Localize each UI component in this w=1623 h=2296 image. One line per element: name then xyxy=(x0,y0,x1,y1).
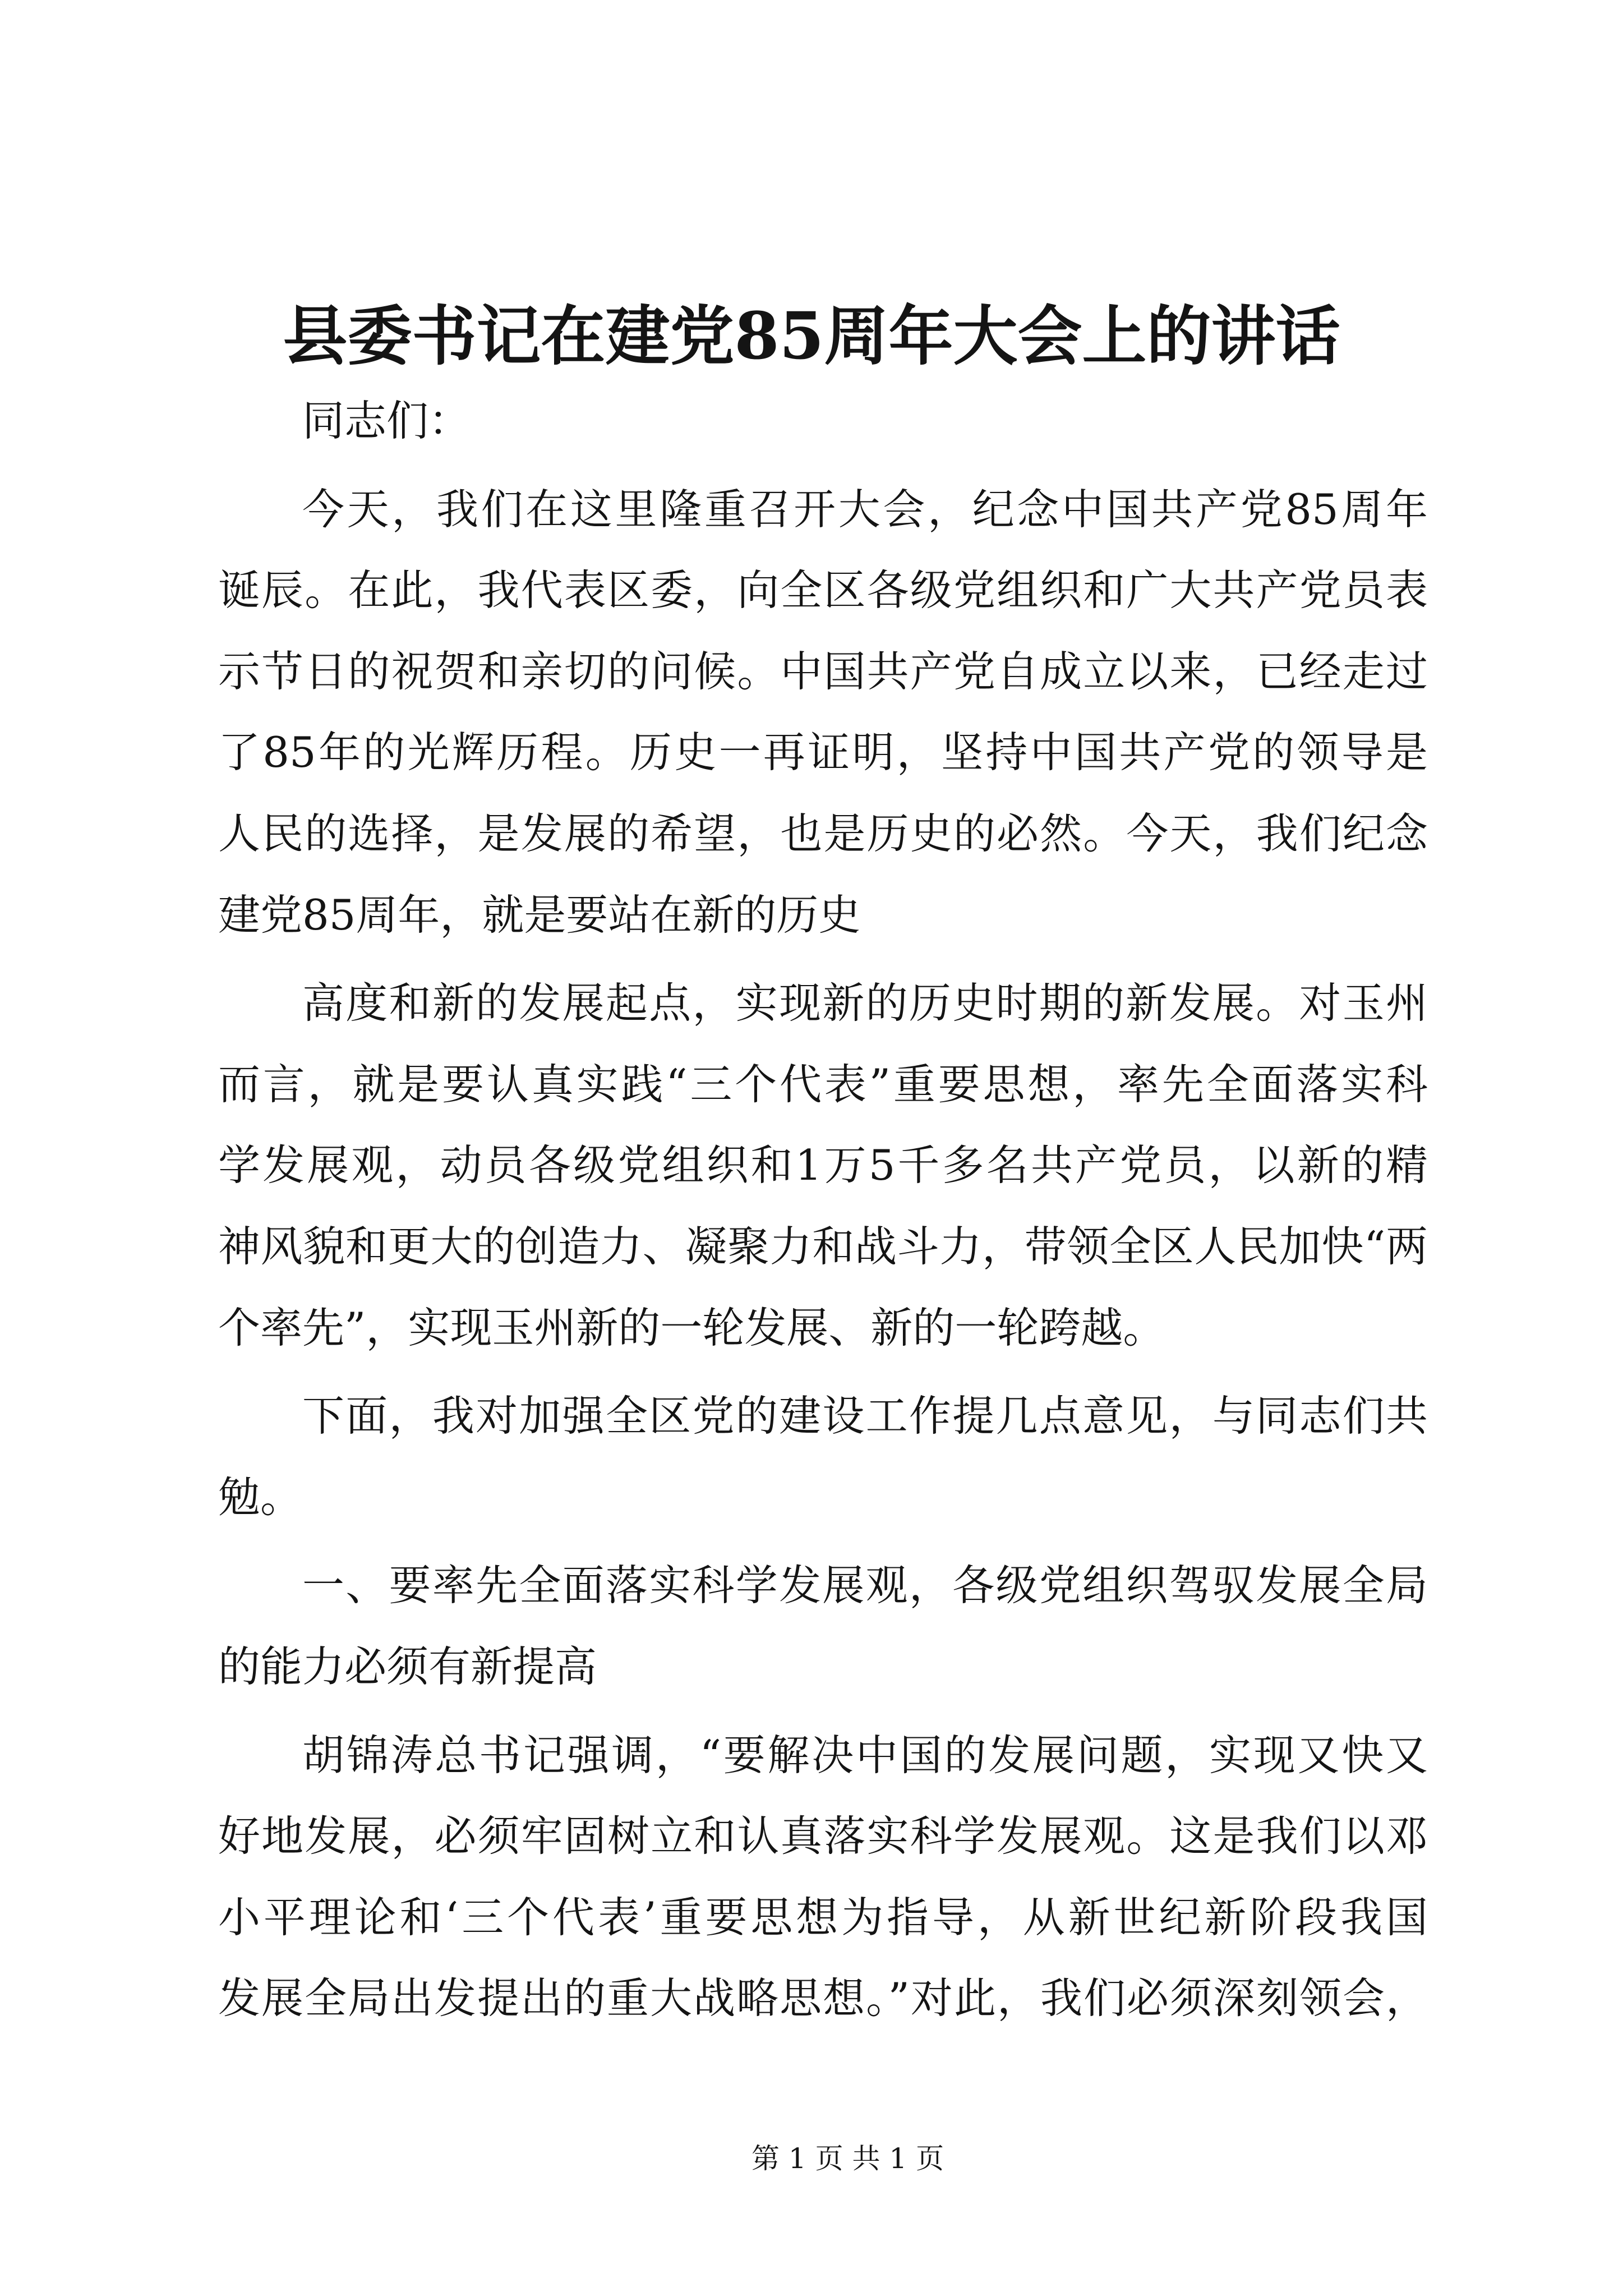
paragraph-line: 今天，我们在这里隆重召开大会，纪念中国共产党85周年 xyxy=(302,484,1428,534)
paragraph-line: 而言，就是要认真实践“三个代表”重要思想，率先全面落实科 xyxy=(218,1059,1428,1109)
paragraph-line: 下面，我对加强全区党的建设工作提几点意见，与同志们共 xyxy=(302,1391,1428,1441)
paragraph-line: 高度和新的发展起点，实现新的历史时期的新发展。对玉州 xyxy=(302,978,1428,1028)
paragraph-line: 示节日的祝贺和亲切的问候。中国共产党自成立以来，已经走过 xyxy=(218,646,1428,696)
paragraph-line: 的能力必须有新提高 xyxy=(218,1641,597,1691)
document-title: 县委书记在建党85周年大会上的讲话 xyxy=(283,298,1340,374)
page-footer: 第 1 页 共 1 页 xyxy=(751,2142,944,2175)
paragraph-line: 建党85周年，就是要站在新的历史 xyxy=(218,890,861,940)
paragraph xyxy=(218,469,1428,956)
paragraph-line: 学发展观，动员各级党组织和1万5千多名共产党员，以新的精 xyxy=(218,1140,1428,1190)
paragraph-line: 勉。 xyxy=(218,1472,303,1522)
paragraph-line: 个率先”，实现玉州新的一轮发展、新的一轮跨越。 xyxy=(218,1303,1165,1352)
paragraph xyxy=(218,1375,1428,1538)
paragraph xyxy=(218,1715,1428,2039)
paragraph-line: 发展全局出发提出的重大战略思想。”对此，我们必须深刻领会， xyxy=(218,1973,1428,2023)
paragraph-line: 神风貌和更大的创造力、凝聚力和战斗力，带领全区人民加快“两 xyxy=(218,1221,1428,1271)
section-heading xyxy=(218,1545,1428,1707)
paragraph xyxy=(218,963,1428,1368)
paragraph-line: 一、要率先全面落实科学发展观，各级党组织驾驭发展全局 xyxy=(302,1561,1428,1611)
document-body xyxy=(218,380,1428,2046)
paragraph-line: 小平理论和‘三个代表’重要思想为指导，从新世纪新阶段我国 xyxy=(218,1892,1428,1942)
paragraph-line: 好地发展，必须牢固树立和认真落实科学发展观。这是我们以邓 xyxy=(218,1811,1428,1861)
paragraph-salutation xyxy=(218,380,1428,462)
paragraph-line: 了85年的光辉历程。历史一再证明，坚持中国共产党的领导是 xyxy=(218,728,1428,777)
paragraph-line: 胡锦涛总书记强调，“要解决中国的发展问题，实现又快又 xyxy=(302,1730,1428,1780)
paragraph-line: 人民的选择，是发展的希望，也是历史的必然。今天，我们纪念 xyxy=(218,808,1428,858)
paragraph-line: 诞辰。在此，我代表区委，向全区各级党组织和广大共产党员表 xyxy=(218,565,1428,615)
paragraph-line: 同志们： xyxy=(302,396,471,445)
